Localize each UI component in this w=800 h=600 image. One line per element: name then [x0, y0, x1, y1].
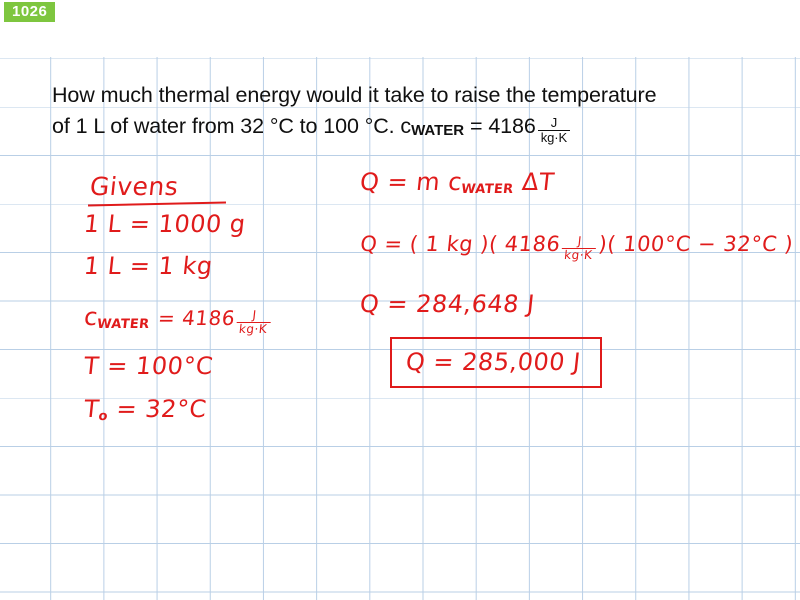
equation-general-form	[358, 168, 555, 197]
slide-number-badge: 1026	[4, 2, 55, 22]
initial-temp-symbol: T	[82, 395, 101, 423]
given-liters-to-kilograms: 1 L = 1 kg	[82, 252, 215, 280]
equation-1-subscript: WATER	[460, 182, 515, 197]
given-specific-heat-value: = 4186	[156, 306, 237, 330]
equation-computed-result: Q = 284,648 J	[358, 290, 537, 318]
given-liters-to-grams: 1 L = 1000 g	[82, 210, 248, 238]
given-specific-heat-symbol: c	[82, 303, 100, 331]
specific-heat-units	[538, 116, 570, 145]
problem-statement	[52, 80, 782, 146]
given-final-temperature: T = 100°C	[82, 352, 215, 380]
initial-temp-value: = 32°C	[115, 395, 209, 423]
equation-2-units-denominator: kg·K	[560, 248, 596, 262]
given-specific-heat-units	[235, 309, 272, 336]
equation-1-right: ΔT	[520, 168, 556, 196]
given-specific-heat-subscript: WATER	[96, 317, 151, 332]
specific-heat-value: = 4186	[470, 114, 536, 138]
units-denominator: kg·K	[538, 130, 570, 145]
equation-2-units	[560, 235, 597, 262]
given-units-denominator: kg·K	[235, 322, 271, 336]
initial-temp-subscript: o	[97, 409, 109, 424]
given-units-numerator: J	[251, 308, 258, 322]
final-answer: Q = 285,000 J	[404, 348, 583, 376]
units-numerator: J	[550, 115, 558, 130]
specific-heat-subscript: WATER	[411, 122, 465, 139]
givens-heading: Givens	[88, 172, 180, 201]
problem-line-1: How much thermal energy would it take to raise the temperature	[52, 83, 657, 107]
problem-line-2: of 1 L of water from 32 °C to 100 °C.	[52, 114, 395, 138]
given-initial-temperature	[82, 395, 208, 424]
equation-1-left: Q = m c	[358, 168, 464, 196]
equation-2-right: )( 100°C − 32°C )	[597, 232, 795, 256]
specific-heat-symbol: c	[400, 114, 412, 138]
equation-substituted	[358, 232, 794, 262]
equation-2-left: Q = ( 1 kg )( 4186	[359, 232, 562, 256]
equation-2-units-numerator: J	[577, 234, 583, 248]
given-specific-heat	[82, 303, 275, 336]
